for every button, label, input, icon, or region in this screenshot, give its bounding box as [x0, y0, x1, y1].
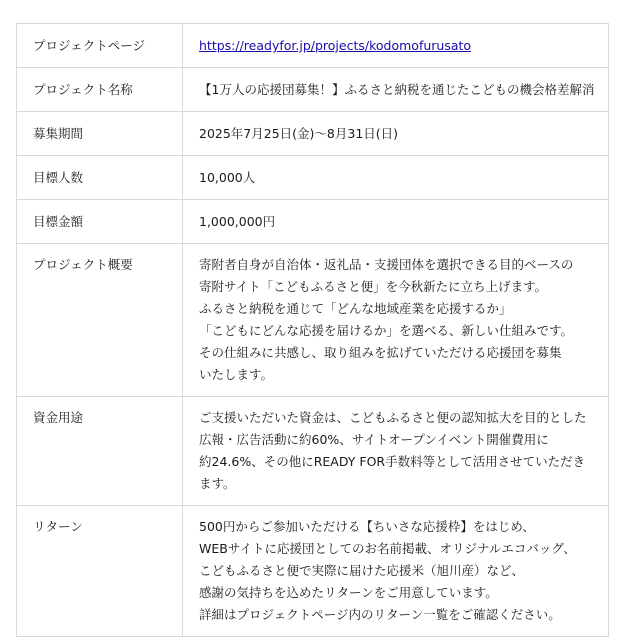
period-value: 2025年7月25日(金)〜8月31日(日): [199, 126, 399, 141]
overview-value: 寄附者自身が自治体・返礼品・支援団体を選択できる目的ベースの 寄附サイト「こどもふるさと便」を今秋新たに立ち上げます。 ふるさと納税を通じて「どんな地域産業を応援するか」 「こどもにどんな応援を届けるか」を選べる、新しい仕組みです。 その仕組みに共感し、取り組みを拡げていただける応援団を募集 いたします。: [199, 257, 574, 382]
row-value-cell: [183, 156, 609, 200]
row-label-cell: [17, 68, 183, 112]
fund-usage-value: ご支援いただいた資金は、こどもふるさと便の認知拡大を目的とした 広報・広告活動に約60%、サイトオープンイベント開催費用に 約24.6%、その他にREADY FOR手数料等として活用させていただき ます。: [199, 410, 587, 491]
returns-value: 500円からご参加いただける【ちいさな応援枠】をはじめ、 WEBサイトに応援団としてのお名前掲載、オリジナルエコバッグ、 こどもふるさと便で実際に届けた応援米（旭川産）など、 感謝の気持ちを込めたリターンをご用意しています。 詳細はプロジェクトページ内のリターン一覧をご確認ください。: [199, 519, 576, 622]
table-row-target-amount: [17, 200, 609, 244]
row-label-cell: [17, 244, 183, 397]
table-row-overview: [17, 244, 609, 397]
row-value-cell: [183, 244, 609, 397]
table-row-fund-usage: [17, 397, 609, 506]
target-people-value: 10,000人: [199, 170, 256, 185]
row-label: プロジェクト名称: [33, 82, 133, 97]
target-amount-value: 1,000,000円: [199, 214, 276, 229]
table-row-project-name: [17, 68, 609, 112]
row-label-cell: [17, 24, 183, 68]
row-value-cell: [183, 397, 609, 506]
row-label: 募集期間: [33, 126, 84, 141]
table-row-returns: [17, 506, 609, 637]
project-page-link[interactable]: https://readyfor.jp/projects/kodomofurusato: [199, 38, 472, 53]
row-label: プロジェクト概要: [33, 257, 133, 272]
table-row-target-people: [17, 156, 609, 200]
row-label-cell: [17, 156, 183, 200]
row-value-cell: [183, 506, 609, 637]
row-value-cell: [183, 112, 609, 156]
row-label-cell: [17, 200, 183, 244]
row-label-cell: [17, 506, 183, 637]
row-label: リターン: [33, 519, 83, 534]
row-label: 目標人数: [33, 170, 84, 185]
project-info-table: [16, 23, 609, 637]
row-value-cell: [183, 200, 609, 244]
row-label: 目標金額: [33, 214, 84, 229]
project-name-value: 【1万人の応援団募集！】ふるさと納税を通じたこどもの機会格差解消: [199, 82, 595, 97]
row-value-cell: [183, 24, 609, 68]
row-label: プロジェクトページ: [33, 38, 146, 53]
table-row-period: [17, 112, 609, 156]
row-label-cell: [17, 397, 183, 506]
row-label-cell: [17, 112, 183, 156]
row-label: 資金用途: [33, 410, 84, 425]
row-value-cell: [183, 68, 609, 112]
table-row-project-page: [17, 24, 609, 68]
